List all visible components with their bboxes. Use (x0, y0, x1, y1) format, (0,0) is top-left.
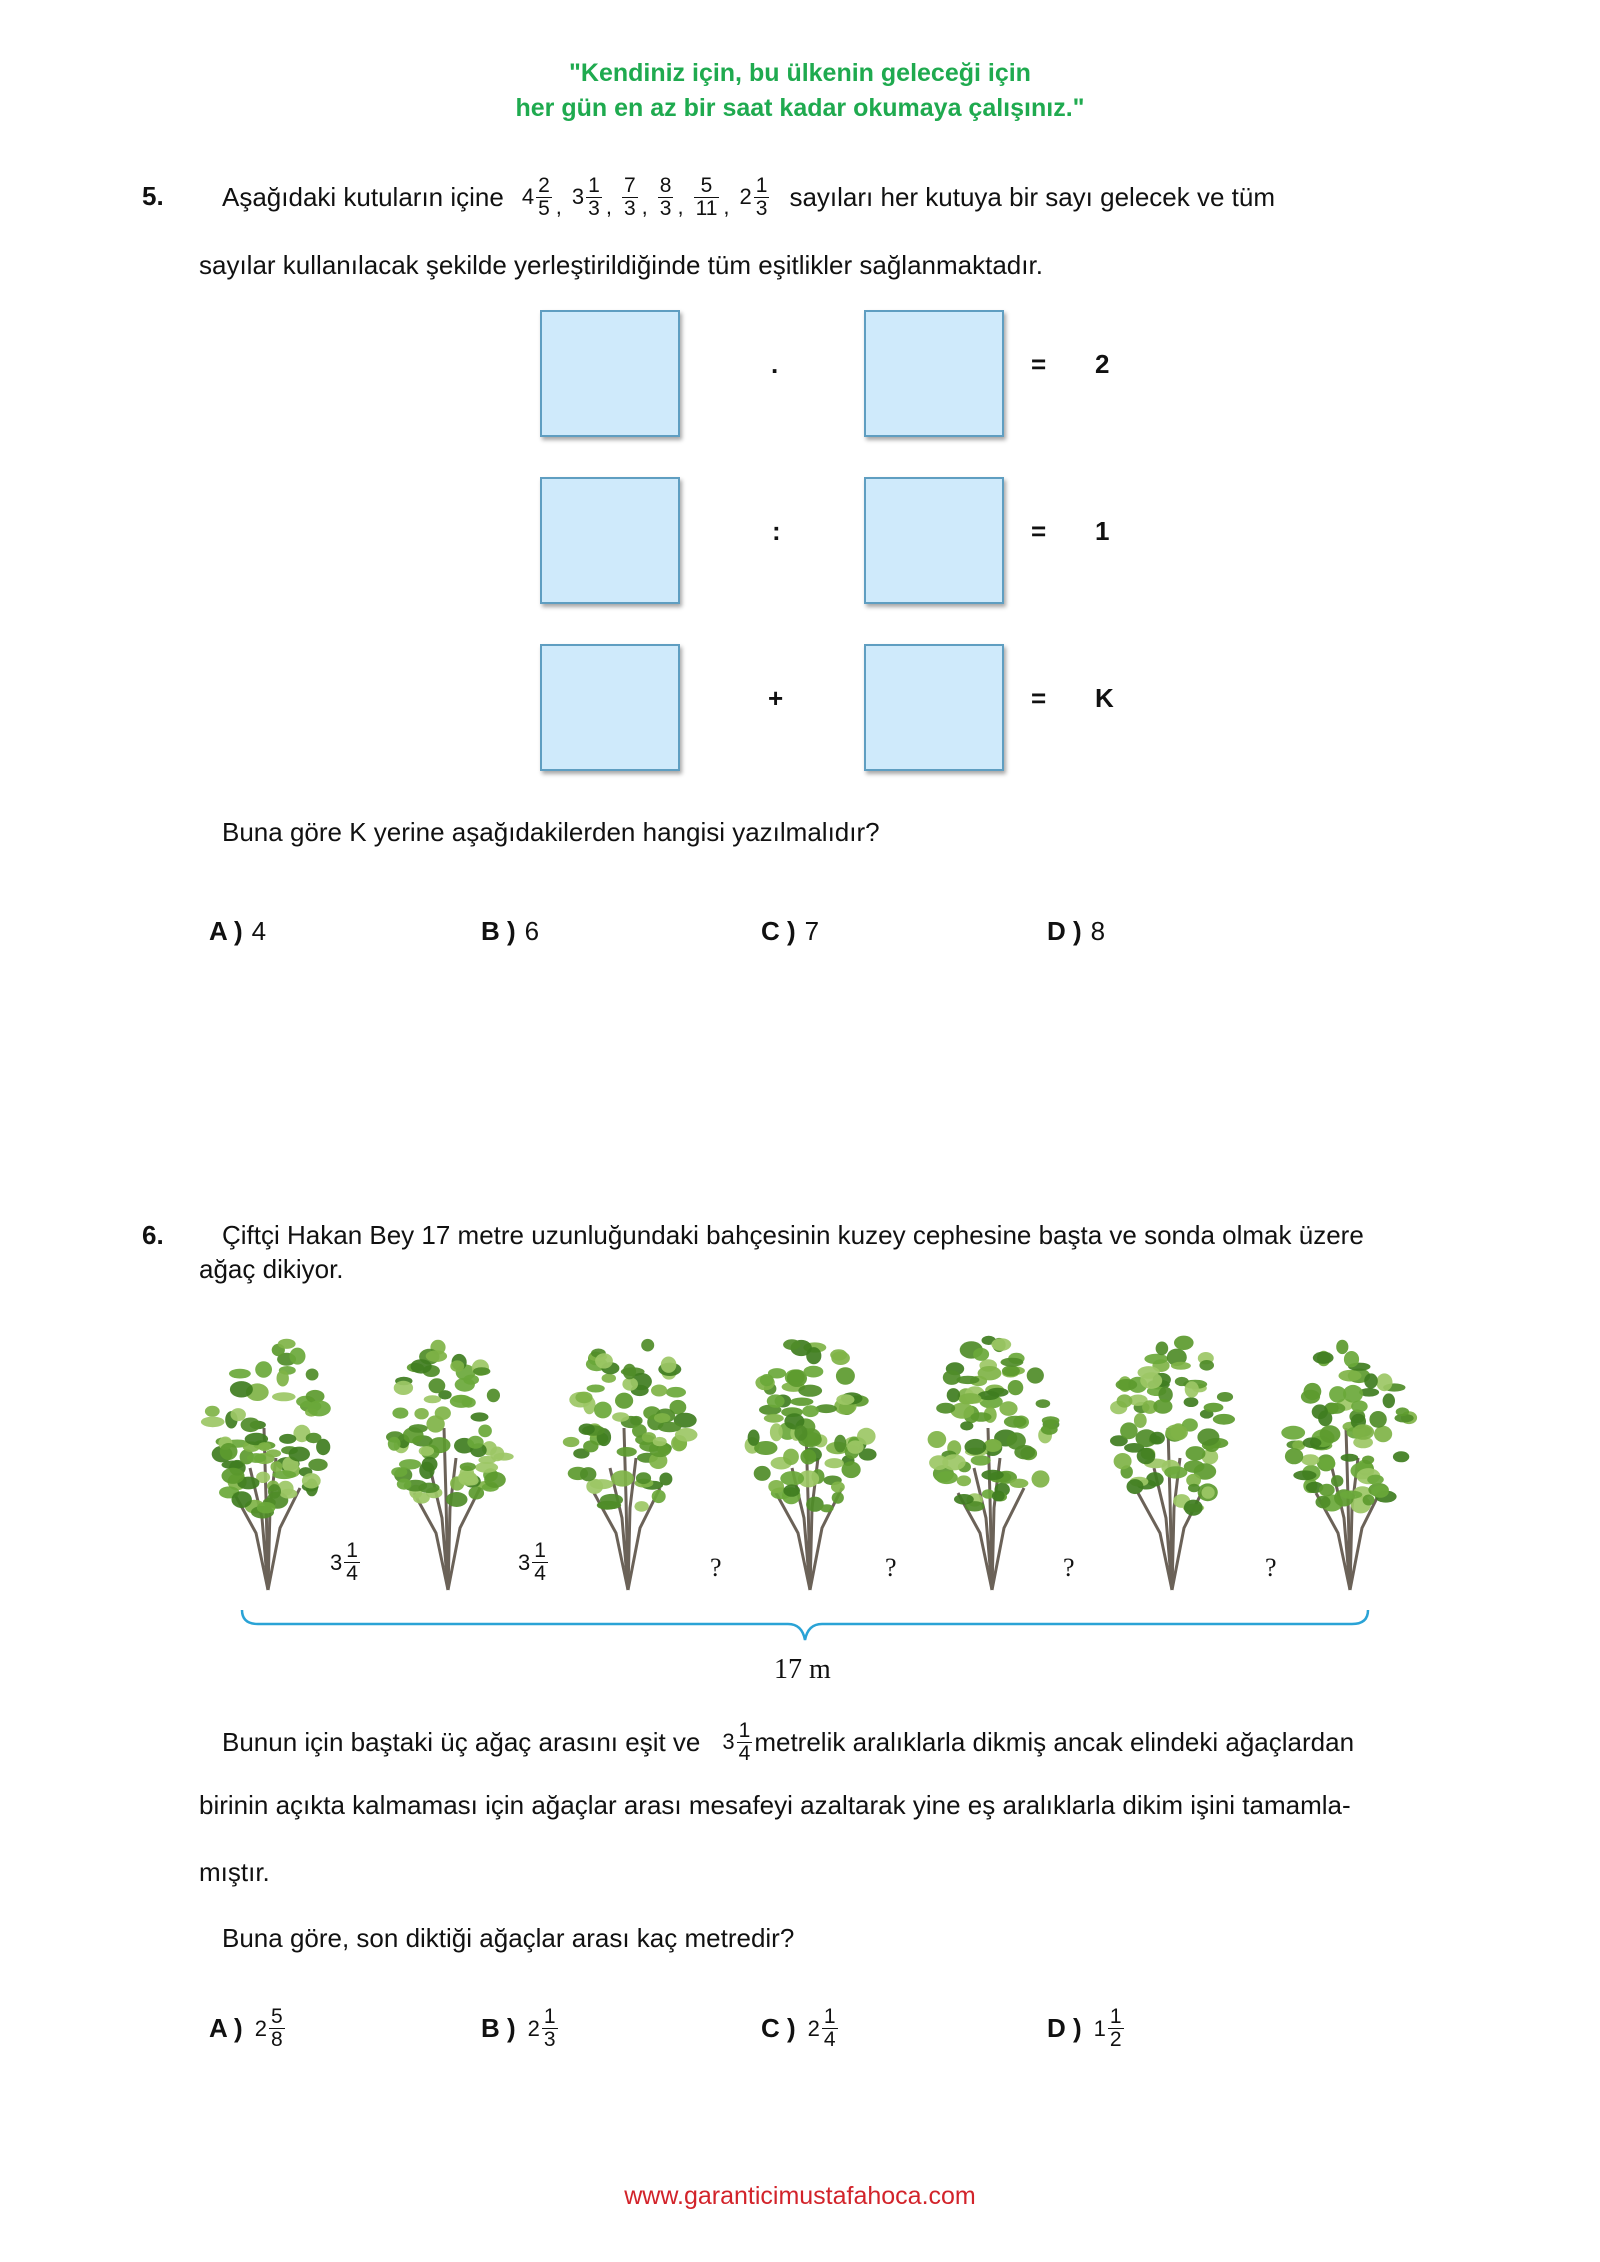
tree-icon (740, 1318, 880, 1593)
mixed-fraction (542, 2006, 558, 2051)
question-6-prompt: Buna göre, son diktiği ağaçlar arası kaç metredir? (222, 1923, 795, 1953)
gap-fraction (344, 1540, 360, 1585)
number-5-fraction (694, 175, 720, 220)
option-letter: A ) (209, 2013, 243, 2043)
mixed-fraction (822, 2006, 838, 2051)
number-list (522, 175, 770, 220)
tree-icon (378, 1318, 518, 1593)
option-d[interactable] (1047, 916, 1105, 947)
question-6-body-line-2: birinin açıkta kalmaması için ağaçlar arası mesafeyi azaltarak yine eş aralıklarla dikim işini tamamla- (199, 1790, 1351, 1820)
denominator: 4 (534, 1562, 546, 1585)
mixed-fraction (269, 2006, 285, 2051)
numerator: 7 (623, 173, 636, 197)
tree-icon (1280, 1318, 1420, 1593)
denominator: 11 (695, 196, 718, 220)
gap-label-2 (518, 1540, 548, 1585)
numerator: 1 (755, 173, 768, 197)
numerator: 1 (823, 2005, 836, 2028)
numerator: 8 (659, 173, 672, 197)
question-6-line-1: Çiftçi Hakan Bey 17 metre uzunluğundaki bahçesinin kuzey cephesine başta ve sonda olmak üzere (222, 1220, 1364, 1250)
numerator: 5 (270, 2005, 283, 2028)
mixed-whole: 3 (722, 1729, 735, 1754)
number-2-fraction (586, 175, 602, 220)
number-1-fraction (536, 175, 552, 220)
number-1-whole: 4 (521, 184, 535, 209)
number-item-5 (694, 175, 720, 220)
denominator: 8 (270, 2028, 283, 2051)
tree-icon (198, 1318, 338, 1593)
gap-whole: 3 (518, 1549, 531, 1575)
mixed-whole: 2 (807, 2015, 820, 2041)
question-6-number: 6. (142, 1220, 164, 1250)
mixed-fraction (1108, 2006, 1124, 2051)
body-text-part-1: Bunun için baştaki üç ağaç arasını eşit ve (222, 1726, 701, 1757)
denominator: 3 (588, 196, 600, 220)
answer-box-2a[interactable] (540, 477, 680, 604)
number-4-fraction (658, 175, 674, 220)
question-6-body-line-3: mıştır. (199, 1857, 270, 1887)
total-length-label: 17 m (774, 1654, 831, 1685)
divide-operator: : (772, 516, 781, 546)
number-item-6 (740, 175, 770, 220)
option-b[interactable] (481, 2006, 558, 2051)
comma: , (641, 193, 648, 219)
equals-sign: = (1031, 683, 1047, 713)
numerator: 1 (346, 1539, 358, 1562)
multiply-operator: . (771, 349, 779, 379)
equation-3-result: K (1095, 683, 1114, 713)
option-letter: C ) (761, 916, 796, 946)
answer-box-3a[interactable] (540, 644, 680, 771)
plus-operator: + (768, 683, 784, 713)
answer-box-3b[interactable] (864, 644, 1004, 771)
option-letter: D ) (1047, 2013, 1082, 2043)
question-6-line-2: ağaç dikiyor. (199, 1254, 344, 1284)
question-5-intro-line (222, 166, 1275, 228)
option-value: 6 (524, 916, 540, 946)
answer-box-1a[interactable] (540, 310, 680, 437)
option-value: 4 (251, 916, 267, 946)
option-mixed-number (528, 2006, 558, 2051)
question-5-prompt: Buna göre K yerine aşağıdakilerden hangisi yazılmalıdır? (222, 817, 880, 847)
answer-box-2b[interactable] (864, 477, 1004, 604)
number-6-whole: 2 (739, 184, 752, 209)
equation-1-result: 2 (1095, 349, 1110, 379)
option-value: 8 (1090, 916, 1106, 946)
option-letter: A ) (209, 916, 243, 946)
numerator: 1 (534, 1539, 546, 1562)
option-a[interactable] (209, 916, 266, 947)
body-text-part-2: metrelik aralıklarla dikmiş ancak elindeki ağaçlardan (754, 1726, 1355, 1757)
number-item-3 (622, 175, 638, 220)
question-5-intro-end: sayıları her kutuya bir sayı gelecek ve tüm (789, 181, 1275, 212)
unknown-gap-3: ? (1063, 1553, 1075, 1582)
denominator: 3 (623, 196, 636, 220)
option-letter: B ) (481, 2013, 516, 2043)
comma: , (555, 193, 562, 219)
option-letter: C ) (761, 2013, 796, 2043)
gap-fraction (532, 1540, 548, 1585)
gap-label-1 (330, 1540, 360, 1585)
gap-whole: 3 (330, 1549, 343, 1575)
denominator: 4 (823, 2028, 836, 2051)
question-6-body-line-1 (222, 1712, 1354, 1772)
number-item-4 (658, 175, 674, 220)
tree-icon (558, 1318, 698, 1593)
numerator: 2 (538, 173, 550, 197)
unknown-gap-1: ? (710, 1553, 722, 1582)
option-a[interactable] (209, 2006, 285, 2051)
option-mixed-number (1094, 2006, 1124, 2051)
unknown-gap-4: ? (1265, 1553, 1277, 1582)
number-2-whole: 3 (571, 184, 585, 209)
question-5-intro: Aşağıdaki kutuların içine (222, 181, 504, 212)
option-letter: B ) (481, 916, 516, 946)
option-mixed-number (808, 2006, 838, 2051)
body-mixed-number (722, 1720, 752, 1765)
mixed-whole: 2 (254, 2015, 267, 2041)
number-item-1 (522, 175, 552, 220)
denominator: 4 (738, 1741, 751, 1765)
footer-website-link[interactable]: www.garanticimustafahoca.com (624, 2182, 976, 2210)
comma: , (677, 193, 684, 219)
mixed-whole: 1 (1093, 2015, 1106, 2041)
option-b[interactable] (481, 916, 539, 947)
numerator: 1 (543, 2005, 556, 2028)
answer-box-1b[interactable] (864, 310, 1004, 437)
mixed-fraction (737, 1720, 753, 1765)
option-c[interactable] (761, 916, 819, 947)
option-mixed-number (255, 2006, 285, 2051)
tree-icon (1102, 1318, 1242, 1593)
equals-sign: = (1031, 516, 1047, 546)
question-5-line-2: sayılar kullanılacak şekilde yerleştirildiğinde tüm eşitlikler sağlanmaktadır. (199, 250, 1043, 280)
motto-line-1: "Kendiniz için, bu ülkenin geleceği için (569, 59, 1031, 87)
number-6-fraction (754, 175, 770, 220)
motto-line-2: her gün en az bir saat kadar okumaya çalışınız." (515, 94, 1085, 122)
length-brace (240, 1608, 1370, 1650)
option-letter: D ) (1047, 916, 1082, 946)
denominator: 4 (346, 1562, 358, 1585)
equation-2-result: 1 (1095, 516, 1110, 546)
equals-sign: = (1031, 349, 1047, 379)
number-item-2 (572, 175, 602, 220)
tree-icon (922, 1318, 1062, 1593)
question-5-number: 5. (142, 181, 164, 211)
option-c[interactable] (761, 2006, 838, 2051)
option-value: 7 (804, 916, 820, 946)
denominator: 5 (538, 196, 550, 220)
numerator: 5 (700, 173, 713, 197)
numerator: 1 (588, 173, 600, 197)
comma: , (723, 193, 730, 219)
unknown-gap-2: ? (885, 1553, 897, 1582)
mixed-whole: 2 (527, 2015, 540, 2041)
numerator: 1 (738, 1718, 751, 1742)
denominator: 3 (755, 196, 768, 220)
denominator: 3 (543, 2028, 556, 2051)
comma: , (605, 193, 612, 219)
denominator: 2 (1109, 2028, 1122, 2051)
option-d[interactable] (1047, 2006, 1124, 2051)
number-3-fraction (622, 175, 638, 220)
numerator: 1 (1109, 2005, 1122, 2028)
denominator: 3 (659, 196, 672, 220)
